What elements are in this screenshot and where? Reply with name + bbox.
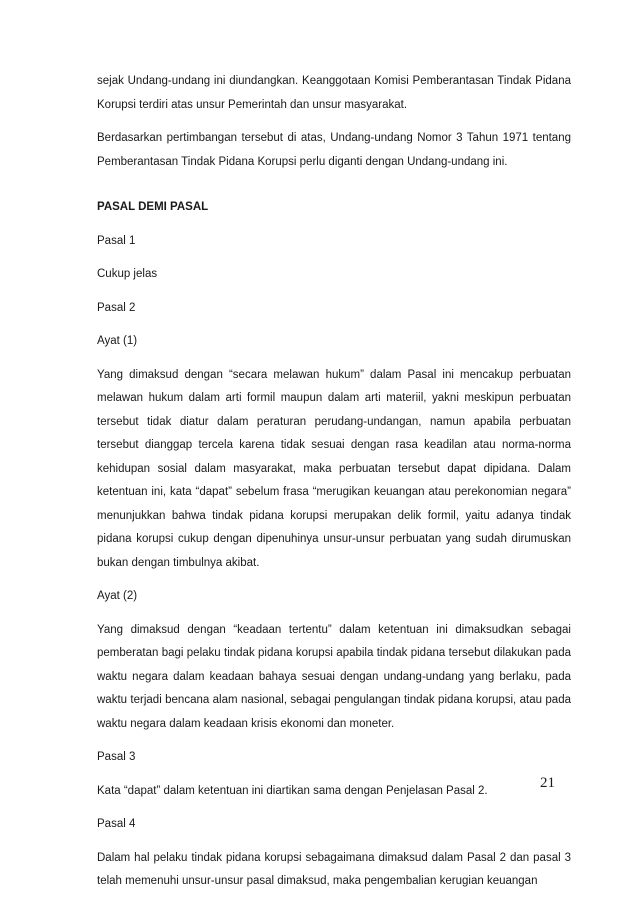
article-label-pasal-1: Pasal 1	[97, 234, 136, 247]
clause-label-ayat-2: Ayat (2)	[97, 590, 138, 602]
paragraph-ayat-2-explanation: Yang dimaksud dengan “keadaan tertentu” dalam ketentuan ini dimaksudkan sebagai pemberatan bagi pelaku tindak pidana korupsi apabila tindak pidana tersebut dilakukan pada waktu negara dalam keadaan bahaya sesuai dengan undang-undang yang berlaku, pada waktu terjadi bencana alam nasional, sebagai pengulangan tindak pidana korupsi, atau pada waktu negara dalam keadaan krisis ekonomi dan moneter.	[97, 623, 571, 730]
paragraph-komisi-membership: sejak Undang-undang ini diundangkan. Keanggotaan Komisi Pemberantasan Tindak Pidana Korupsi terdiri atas unsur Pemerintah dan unsur masyarakat.	[97, 75, 571, 111]
article-label-pasal-2: Pasal 2	[97, 301, 136, 314]
section-heading: PASAL DEMI PASAL	[97, 201, 209, 213]
page-number: 21	[540, 775, 555, 791]
document-body	[97, 70, 571, 904]
article-label-pasal-3: Pasal 3	[97, 751, 136, 763]
paragraph-ayat-1-explanation: Yang dimaksud dengan “secara melawan hukum” dalam Pasal ini mencakup perbuatan melawan hukum dalam arti formil maupun dalam arti materiil, yakni meskipun perbuatan tersebut tidak diatur dalam peraturan perudang-undangan, namun apabila perbuatan tersebut dianggap tercela karena tidak sesuai dengan rasa keadilan atau norma-norma kehidupan sosial dalam masyarakat, maka perbuatan tersebut dapat dipidana. Dalam ketentuan ini, kata “dapat” sebelum frasa “merugikan keuangan atau perekonomian negara” menunjukkan bahwa tindak pidana korupsi merupakan delik formil, yaitu adanya tindak pidana korupsi cukup dengan dipenuhinya unsur-unsur perbuatan yang sudah dirumuskan bukan dengan timbulnya akibat.	[97, 368, 571, 569]
article-label-pasal-4: Pasal 4	[97, 818, 136, 830]
clause-label-ayat-1: Ayat (1)	[97, 335, 138, 347]
paragraph-pasal-3-explanation: Kata “dapat” dalam ketentuan ini diartikan sama dengan Penjelasan Pasal 2.	[97, 784, 488, 797]
paragraph-pasal-4-explanation: Dalam hal pelaku tindak pidana korupsi sebagaimana dimaksud dalam Pasal 2 dan pasal 3 telah memenuhi unsur-unsur pasal dimaksud, maka pengembalian kerugian keuangan	[97, 851, 571, 887]
paragraph-uu-replacement: Berdasarkan pertimbangan tersebut di atas, Undang-undang Nomor 3 Tahun 1971 tentang Pemberantasan Tindak Pidana Korupsi perlu diganti dengan Undang-undang ini.	[97, 132, 571, 168]
article-text-pasal-1: Cukup jelas	[97, 268, 158, 280]
